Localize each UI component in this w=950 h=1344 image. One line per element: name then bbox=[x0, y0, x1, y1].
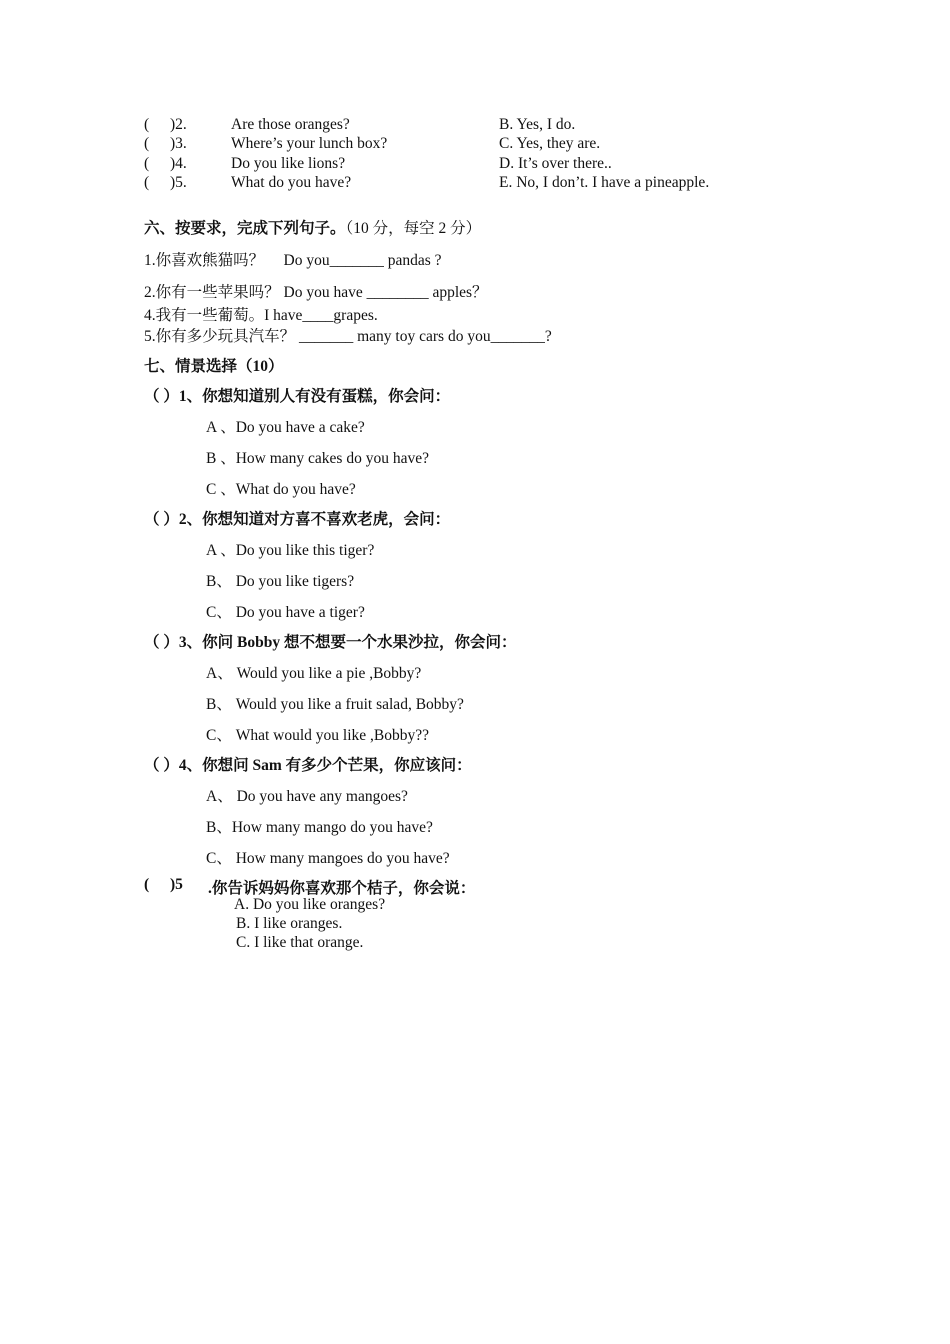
question-number: )4. bbox=[170, 155, 187, 172]
matching-row bbox=[144, 116, 844, 136]
answer-option: D. It’s over there.. bbox=[499, 155, 612, 172]
matching-row bbox=[144, 135, 844, 155]
option-b: B 、How many cakes do you have? bbox=[206, 450, 429, 467]
question-text: Do you like lions? bbox=[231, 155, 346, 172]
matching-row bbox=[144, 155, 844, 175]
option-b: B、 Do you like tigers? bbox=[206, 573, 355, 590]
question-number: )2. bbox=[170, 116, 187, 133]
question-number: )5 bbox=[170, 876, 183, 893]
section6-item: 4.我有一些葡萄。I have____grapes. bbox=[144, 307, 378, 324]
answer-paren: ( bbox=[144, 174, 150, 191]
section6-item: 5.你有多少玩具汽车？ _______ many toy cars do you_______? bbox=[144, 328, 552, 345]
option-c: C 、What do you have? bbox=[206, 481, 356, 498]
answer-paren: ( bbox=[144, 155, 150, 172]
question-text: Are those oranges? bbox=[231, 116, 350, 133]
option-c: C. I like that orange. bbox=[236, 934, 364, 951]
question-stem: .你告诉妈妈你喜欢那个桔子，你会说： bbox=[208, 880, 476, 897]
option-a: A 、Do you like this tiger? bbox=[206, 542, 375, 559]
option-b: B、 Would you like a fruit salad, Bobby? bbox=[206, 696, 464, 713]
section7-title: 七、情景选择（10） bbox=[144, 358, 284, 375]
question-text: What do you have? bbox=[231, 174, 352, 191]
option-c: C、 Do you have a tiger? bbox=[206, 604, 365, 621]
answer-option: E. No, I don’t. I have a pineapple. bbox=[499, 174, 710, 191]
option-c: C、 What would you like ,Bobby?? bbox=[206, 727, 429, 744]
option-b: B. I like oranges. bbox=[236, 915, 343, 932]
question-number: )5. bbox=[170, 174, 187, 191]
section6-heading bbox=[144, 216, 481, 238]
section6-title: 六、按要求，完成下列句子。 bbox=[144, 220, 346, 237]
option-a: A 、Do you have a cake? bbox=[206, 419, 365, 436]
section6-item: 1.你喜欢熊猫吗？ Do you_______ pandas ? bbox=[144, 252, 442, 269]
option-a: A. Do you like oranges? bbox=[234, 896, 386, 913]
option-a: A、 Do you have any mangoes? bbox=[206, 788, 408, 805]
answer-option: B. Yes, I do. bbox=[499, 116, 576, 133]
answer-option: C. Yes, they are. bbox=[499, 135, 601, 152]
option-b: B、How many mango do you have? bbox=[206, 819, 433, 836]
question-paren: ( bbox=[144, 876, 150, 893]
option-c: C、 How many mangoes do you have? bbox=[206, 850, 450, 867]
section6-score: （10 分，每空 2 分） bbox=[345, 220, 482, 237]
question-stem: （ ）2、你想知道对方喜不喜欢老虎，会问： bbox=[144, 511, 451, 528]
question-text: Where’s your lunch box? bbox=[231, 135, 388, 152]
question-stem: （ ）1、你想知道别人有没有蛋糕，你会问： bbox=[144, 388, 451, 405]
answer-paren: ( bbox=[144, 116, 150, 133]
question-stem: （ ）3、你问 Bobby 想不想要一个水果沙拉，你会问： bbox=[144, 634, 517, 651]
question-stem: （ ）4、你想问 Sam 有多少个芒果，你应该问： bbox=[144, 757, 472, 774]
option-a: A、 Would you like a pie ,Bobby? bbox=[206, 665, 422, 682]
section6-item: 2.你有一些苹果吗？ Do you have ________ apples？ bbox=[144, 284, 488, 301]
answer-paren: ( bbox=[144, 135, 150, 152]
matching-row bbox=[144, 174, 844, 194]
question-number: )3. bbox=[170, 135, 187, 152]
